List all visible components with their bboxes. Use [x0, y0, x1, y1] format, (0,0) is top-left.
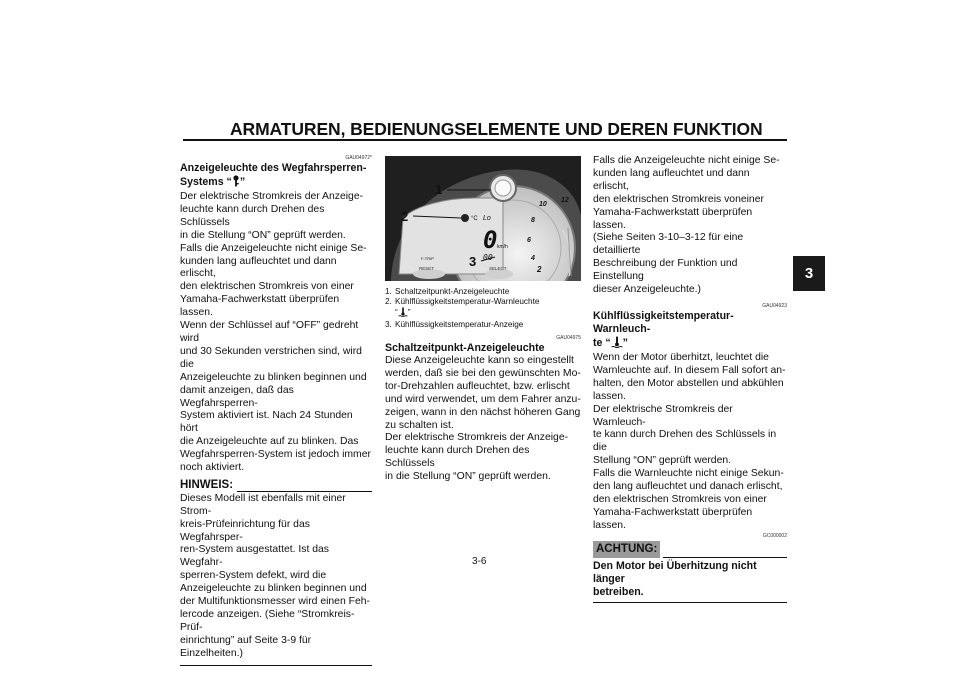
- caption-text: Kühlflüssigkeitstemperatur-Anzeige: [395, 320, 524, 329]
- caption-text: Kühlflüssigkeitstemperatur-Warnleuchte: [395, 297, 540, 306]
- heading-line: Anzeigeleuchte des Wegfahrsperren-: [180, 162, 367, 174]
- text-line: Den Motor bei Überhitzung nicht länger: [593, 559, 757, 585]
- warning-code: GC000002: [762, 532, 787, 539]
- key-icon: [232, 175, 240, 191]
- note-end-rule: [180, 665, 372, 666]
- caption-text: [395, 307, 410, 320]
- heading-text: ”: [239, 176, 246, 188]
- column-immobilizer: [180, 155, 372, 666]
- text-line: lercode anzeigen. (Siehe “Stromkreis-Prüf-: [180, 609, 355, 633]
- caption-number: 1.: [385, 287, 392, 296]
- text-line: noch aktiviert.: [180, 462, 245, 474]
- warning-text: [593, 560, 787, 599]
- lcd-ftrip: F-TRIP: [421, 256, 434, 261]
- text-line: System aktiviert ist. Nach 24 Stunden hört: [180, 410, 353, 435]
- section-code: GAU04975: [556, 335, 581, 341]
- text-line: zu schalten ist.: [385, 419, 454, 431]
- text-line: Yamaha-Fachwerkstatt überprüfen lassen.: [180, 294, 340, 319]
- column-shift-light: [385, 335, 581, 484]
- select-button-label: SELECT: [489, 266, 507, 271]
- column-coolant: [593, 155, 787, 603]
- text-line: der Multifunktionsmesser wird einen Feh-: [180, 596, 370, 608]
- caption-item: [385, 297, 581, 307]
- caption-number: [385, 307, 395, 320]
- coolant-temperature-icon: [398, 307, 408, 320]
- text-line: tor-Drehzahlen aufleuchtet, bzw. erlischt: [385, 380, 570, 392]
- lcd-celsius: °C: [471, 216, 478, 222]
- note-label: HINWEIS:: [180, 478, 234, 491]
- text-line: betreiben.: [593, 585, 644, 598]
- heading-line: [593, 336, 787, 352]
- text-line: leuchte kann durch Drehen des Schlüssels: [180, 203, 325, 228]
- section-heading-coolant-warning: [593, 310, 787, 352]
- text-line: ren-System ausgestattet. Ist das Wegfahr-: [180, 544, 330, 569]
- text-line: dieser Anzeigeleuchte.): [593, 284, 702, 296]
- page-number: 3-6: [472, 556, 487, 567]
- warning-end-rule: [593, 602, 787, 603]
- caption-number: 2.: [385, 297, 392, 306]
- tacho-tick-12: 12: [561, 197, 569, 204]
- heading-text: te “: [593, 336, 611, 349]
- text-line: Falls die Anzeigeleuchte nicht einige Se-: [593, 155, 780, 166]
- text-line: Diese Anzeigeleuchte kann so eingestellt: [385, 355, 574, 366]
- text-line: Yamaha-Fachwerkstatt überprüfen lassen.: [593, 206, 753, 231]
- section-heading-immobilizer: [180, 162, 372, 191]
- caption-number: 3.: [385, 320, 392, 329]
- text-line: den elektrischen Stromkreis voneiner: [593, 193, 764, 205]
- caption-text: Schaltzeitpunkt-Anzeigeleuchte: [395, 287, 510, 296]
- text-line: leuchte kann durch Drehen des Schlüssels: [385, 445, 530, 470]
- section-code: GAU04923: [762, 302, 787, 309]
- warning-badge: ACHTUNG:: [593, 541, 660, 558]
- instrument-cluster-figure: [385, 156, 581, 281]
- lcd-speed-digit: 0: [483, 226, 498, 254]
- heading-text: Systems “: [180, 176, 232, 188]
- heading-line: [180, 175, 372, 191]
- text-line: Anzeigeleuchte zu blinken beginnen und: [180, 371, 367, 383]
- text-line: die Anzeigeleuchte auf zu blinken. Das: [180, 436, 359, 448]
- text-line: den lang aufleuchtet und danach erlischt,: [593, 481, 783, 493]
- text-line: Der elektrische Stromkreis der Warnleuch-: [593, 403, 733, 428]
- text-line: kunden lang aufleuchtet und dann erlischt,: [180, 255, 337, 280]
- lcd-lo: Lo: [483, 215, 491, 222]
- text-line: Falls die Anzeigeleuchte nicht einige Se-: [180, 242, 367, 254]
- text-line: Yamaha-Fachwerkstatt überprüfen lassen.: [593, 506, 753, 531]
- header-rule: [183, 139, 787, 141]
- text-line: in die Stellung “ON” geprüft werden.: [180, 229, 346, 241]
- page-header-title: ARMATUREN, BEDIENUNGSELEMENTE UND DEREN FUNKTION: [230, 119, 763, 139]
- text-line: und 30 Sekunden verstrichen sind, wird die: [180, 345, 362, 370]
- coolant-temperature-icon: [611, 336, 623, 352]
- text-line: Wegfahrsperren-System ist jedoch immer: [180, 449, 371, 461]
- text-line: halten, den Motor abstellen und abkühlen: [593, 377, 784, 389]
- text-line: einrichtung” auf Seite 3-9 für Einzelheiten.): [180, 634, 312, 659]
- text-line: den elektrischen Stromkreis von einer: [180, 281, 354, 293]
- text-line: lassen.: [593, 390, 626, 402]
- tacho-tick-2: 2: [537, 265, 542, 274]
- lcd-small-digits: 00: [483, 253, 493, 262]
- body-text: [593, 155, 787, 297]
- text-line: den elektrischen Stromkreis von einer: [593, 493, 767, 505]
- tacho-tick-8: 8: [531, 217, 535, 224]
- text-line: Wenn der Motor überhitzt, leuchtet die: [593, 351, 769, 363]
- tacho-tick-6: 6: [527, 237, 531, 244]
- text-line: Beschreibung der Funktion und Einstellung: [593, 258, 738, 283]
- figure-captions: [385, 287, 581, 330]
- instrument-cluster-illustration: [385, 156, 581, 281]
- text-line: Der elektrische Stromkreis der Anzeige-: [180, 191, 364, 202]
- caption-quote-close: ”: [407, 308, 411, 317]
- caption-quote-open: “: [395, 308, 398, 317]
- caption-item: [385, 320, 581, 330]
- text-line: in die Stellung “ON” geprüft werden.: [385, 471, 551, 483]
- text-line: zeigen, wann in den nächst höheren Gang: [385, 406, 581, 418]
- text-line: sperren-System defekt, wird die: [180, 570, 327, 582]
- warning-header: [593, 541, 787, 558]
- text-line: kreis-Prüfeinrichtung für das Wegfahrsper-: [180, 518, 310, 543]
- text-line: Falls die Warnleuchte nicht einige Sekun-: [593, 468, 784, 480]
- section-code: GAU04972*: [345, 155, 372, 161]
- text-line: te kann durch Drehen des Schlüssels in die: [593, 429, 777, 454]
- reset-button-label: RESET: [419, 266, 435, 271]
- text-line: Dieses Modell ist ebenfalls mit einer Strom-: [180, 492, 346, 517]
- callout-2: 2: [401, 209, 409, 224]
- callout-3: 3: [469, 254, 477, 269]
- text-line: damit anzeigen, daß das Wegfahrsperren-: [180, 384, 294, 409]
- lcd-unit: km/h: [497, 244, 508, 250]
- callout-1: 1: [435, 182, 443, 197]
- heading-text: ”: [622, 336, 628, 349]
- heading-line: Kühlflüssigkeitstemperatur-Warnleuch-: [593, 309, 734, 335]
- text-line: und wird verwendet, um dem Fahrer anzu-: [385, 393, 581, 405]
- text-line: werden, daß sie bei den gewünschten Mo-: [385, 367, 581, 379]
- section-heading-shift-light: Schaltzeitpunkt-Anzeigeleuchte: [385, 342, 545, 354]
- text-line: (Siehe Seiten 3-10–3-12 für eine detaillierte: [593, 232, 744, 257]
- note-header: [180, 479, 372, 492]
- text-line: kunden lang aufleuchtet und dann erlischt,: [593, 167, 750, 192]
- text-line: Stellung “ON” geprüft werden.: [593, 455, 732, 467]
- text-line: Wenn der Schlüssel auf “OFF” gedreht wird: [180, 320, 359, 344]
- text-line: Warnleuchte auf. In diesem Fall sofort an-: [593, 364, 786, 376]
- text-line: Anzeigeleuchte zu blinken beginnen und: [180, 583, 367, 595]
- body-text: [385, 355, 581, 484]
- text-line: Der elektrische Stromkreis der Anzeige-: [385, 432, 569, 444]
- body-text: [180, 191, 372, 475]
- body-text: [593, 352, 787, 533]
- caption-item: [385, 307, 581, 320]
- tacho-tick-4: 4: [531, 255, 535, 262]
- note-text: [180, 493, 372, 661]
- tacho-tick-10: 10: [539, 201, 547, 208]
- caption-item: [385, 287, 581, 297]
- chapter-tab: 3: [793, 256, 825, 291]
